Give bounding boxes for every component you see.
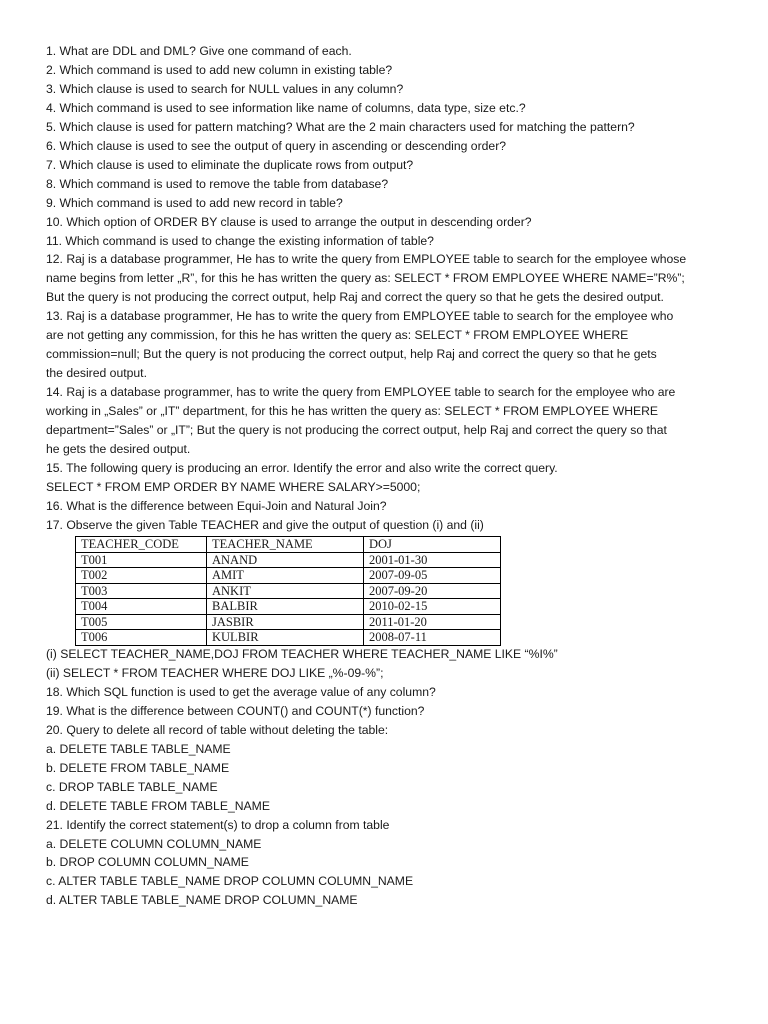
table-cell: T003 <box>76 583 207 599</box>
table-row <box>76 583 501 599</box>
text-line: 13. Raj is a database programmer, He has to write the query from EMPLOYEE table to search for the employee who <box>46 309 674 324</box>
text-line: working in „Sales” or „IT” department, for this he has written the query as: SELECT * FROM EMPLOYEE WHERE <box>46 404 659 419</box>
text-line: (ii) SELECT * FROM TEACHER WHERE DOJ LIKE „%-09-%”; <box>46 665 384 680</box>
table-cell: T004 <box>76 599 207 615</box>
table-cell: JASBIR <box>207 614 364 630</box>
text-line: d. DELETE TABLE FROM TABLE_NAME <box>46 798 270 813</box>
text-line: commission=null; But the query is not producing the correct output, help Raj and correct the query so that he gets <box>46 347 657 362</box>
teacher-table <box>75 536 501 646</box>
table-cell: 2011-01-20 <box>364 614 501 630</box>
text-line: 5. Which clause is used for pattern matching? What are the 2 main characters used for matching the pattern? <box>46 119 635 134</box>
header-teacher-code: TEACHER_CODE <box>76 537 207 553</box>
text-line: c. ALTER TABLE TABLE_NAME DROP COLUMN COLUMN_NAME <box>46 874 414 889</box>
text-line: d. ALTER TABLE TABLE_NAME DROP COLUMN_NAME <box>46 893 358 908</box>
text-line: b. DROP COLUMN COLUMN_NAME <box>46 855 249 870</box>
text-line: 17. Observe the given Table TEACHER and give the output of question (i) and (ii) <box>46 517 484 532</box>
text-line: 3. Which clause is used to search for NULL values in any column? <box>46 81 404 96</box>
text-line: 11. Which command is used to change the existing information of table? <box>46 233 434 248</box>
text-line: 15. The following query is producing an error. Identify the error and also write the correct query. <box>46 460 558 475</box>
text-line: name begins from letter „R”, for this he has written the query as: SELECT * FROM EMPLOYEE WHERE NAME=”R%”; <box>46 271 685 286</box>
text-line: 10. Which option of ORDER BY clause is used to arrange the output in descending order? <box>46 214 532 229</box>
table-cell: AMIT <box>207 568 364 584</box>
text-line: the desired output. <box>46 366 147 381</box>
table-row <box>76 568 501 584</box>
text-line: 9. Which command is used to add new record in table? <box>46 195 343 210</box>
table-cell: 2010-02-15 <box>364 599 501 615</box>
text-line: 16. What is the difference between Equi-Join and Natural Join? <box>46 498 387 513</box>
text-line: department=”Sales” or „IT”; But the query is not producing the correct output, help Raj and correct the query so that <box>46 423 667 437</box>
table-cell: ANAND <box>207 552 364 568</box>
text-line: 18. Which SQL function is used to get the average value of any column? <box>46 684 436 699</box>
text-line: 2. Which command is used to add new column in existing table? <box>46 62 393 77</box>
text-line: 8. Which command is used to remove the table from database? <box>46 176 389 191</box>
table-header-row <box>76 537 501 553</box>
table-cell: T002 <box>76 568 207 584</box>
text-line: 12. Raj is a database programmer, He has to write the query from EMPLOYEE table to search for the employee whose <box>46 252 687 267</box>
table-cell: T005 <box>76 614 207 630</box>
text-line: a. DELETE COLUMN COLUMN_NAME <box>46 836 262 851</box>
text-line: 1. What are DDL and DML? Give one command of each. <box>46 44 352 58</box>
table-cell: 2007-09-20 <box>364 583 501 599</box>
text-line: SELECT * FROM EMP ORDER BY NAME WHERE SALARY>=5000; <box>46 479 421 494</box>
table-cell: ANKIT <box>207 583 364 599</box>
text-line: he gets the desired output. <box>46 441 191 456</box>
table-cell: 2001-01-30 <box>364 552 501 568</box>
table-cell: T001 <box>76 552 207 568</box>
text-line: b. DELETE FROM TABLE_NAME <box>46 760 230 775</box>
table-cell: 2007-09-05 <box>364 568 501 584</box>
header-teacher-name: TEACHER_NAME <box>207 537 364 553</box>
table-cell: T006 <box>76 630 207 646</box>
text-line: 14. Raj is a database programmer, has to write the query from EMPLOYEE table to search for the employee who are <box>46 385 676 400</box>
text-line: 7. Which clause is used to eliminate the duplicate rows from output? <box>46 157 414 172</box>
text-line: (i) SELECT TEACHER_NAME,DOJ FROM TEACHER WHERE TEACHER_NAME LIKE “%I%” <box>46 647 558 661</box>
text-line: 6. Which clause is used to see the output of query in ascending or descending order? <box>46 138 507 153</box>
text-line: 20. Query to delete all record of table without deleting the table: <box>46 722 389 737</box>
table-cell: BALBIR <box>207 599 364 615</box>
table-cell: 2008-07-11 <box>364 630 501 646</box>
table-cell: KULBIR <box>207 630 364 646</box>
text-line: 4. Which command is used to see information like name of columns, data type, size etc.? <box>46 100 526 115</box>
table-row <box>76 599 501 615</box>
text-line: 19. What is the difference between COUNT() and COUNT(*) function? <box>46 703 425 718</box>
table-row <box>76 630 501 646</box>
header-doj: DOJ <box>364 537 501 553</box>
text-line: But the query is not producing the correct output, help Raj and correct the query so that he gets the desired output. <box>46 290 664 305</box>
text-line: are not getting any commission, for this he has written the query as: SELECT * FROM EMPLOYEE WHERE <box>46 328 629 343</box>
text-line: a. DELETE TABLE TABLE_NAME <box>46 741 231 756</box>
text-line: 21. Identify the correct statement(s) to drop a column from table <box>46 817 390 832</box>
table-row <box>76 552 501 568</box>
table-row <box>76 614 501 630</box>
text-line: c. DROP TABLE TABLE_NAME <box>46 779 218 794</box>
